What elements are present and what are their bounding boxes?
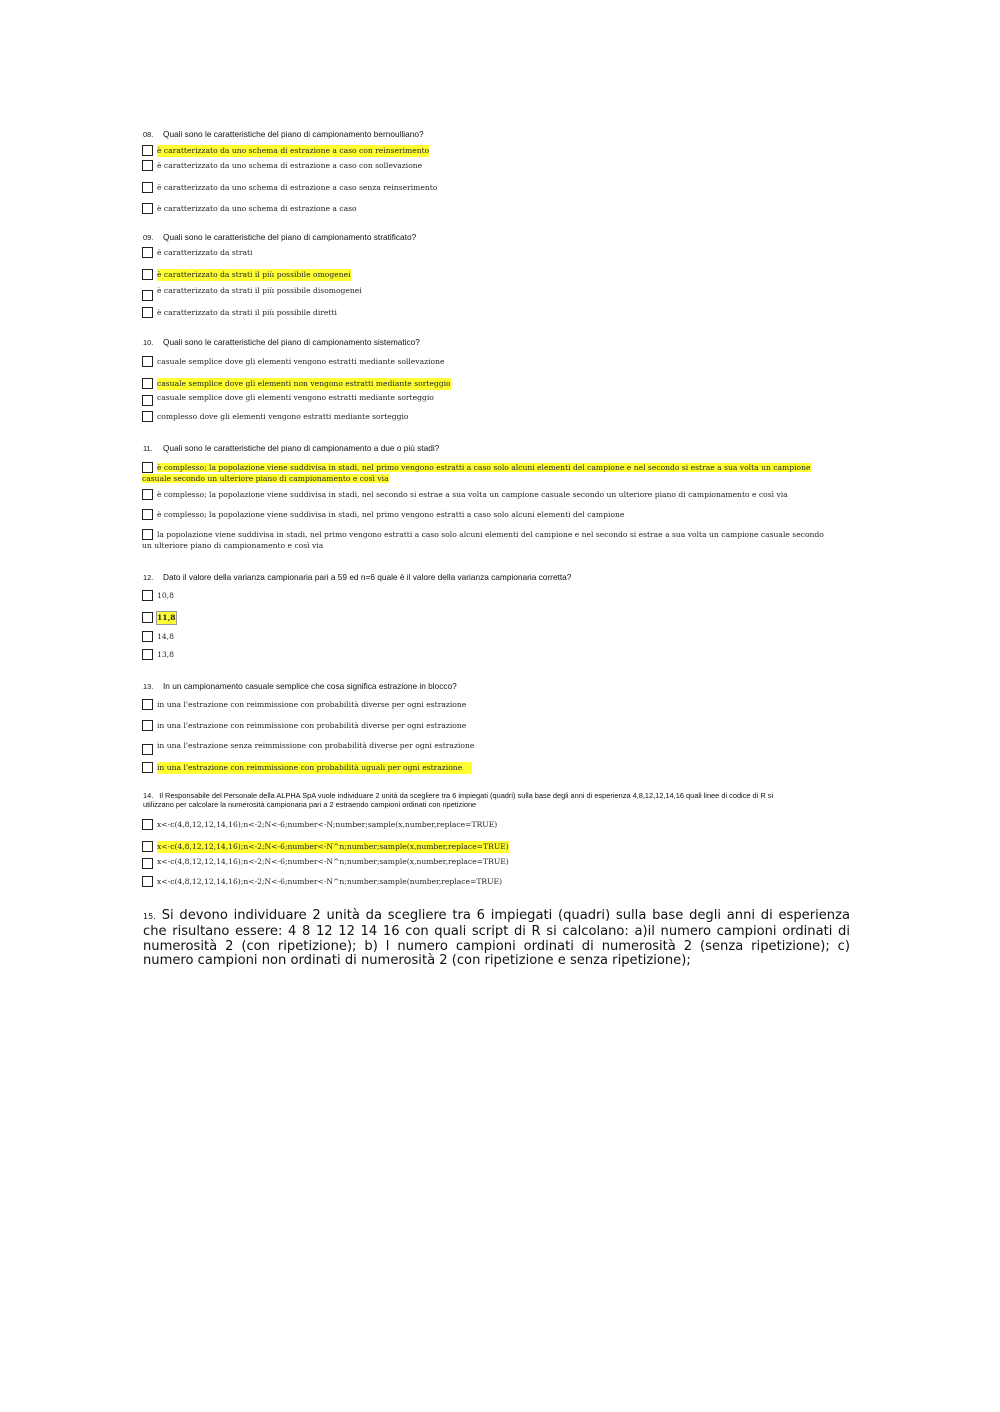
question-12 bbox=[143, 572, 571, 582]
question-text: Quali sono le caratteristiche del piano di campionamento sistematico? bbox=[163, 337, 420, 347]
answer-label-highlighted: casuale semplice dove gli elementi non vengono estratti mediante sorteggio bbox=[157, 379, 451, 388]
checkbox[interactable] bbox=[142, 247, 153, 258]
answer-label: è caratterizzato da strati bbox=[157, 248, 253, 257]
question-09 bbox=[143, 232, 416, 242]
answer-label-highlighted: è complesso; la popolazione viene suddivisa in stadi, nel primo vengono estratti a caso solo alcuni elementi del campione e nel secondo si estrae a sua volta un campione casuale secondo un ulteriore piano di campionamento e così via bbox=[142, 463, 811, 483]
answer-label-highlighted: è caratterizzato da strati il più possibile omogenei bbox=[157, 270, 351, 279]
checkbox[interactable] bbox=[142, 590, 153, 601]
answer-label: è caratterizzato da strati il più possibile diretti bbox=[157, 308, 337, 317]
answer-label: complesso dove gli elementi vengono estratti mediante sorteggio bbox=[157, 412, 409, 421]
checkbox[interactable] bbox=[142, 489, 153, 500]
answer-label: in una l'estrazione con reimmissione con probabilità diverse per ogni estrazione bbox=[157, 721, 467, 730]
answer-label: è caratterizzato da strati il più possibile disomogenei bbox=[157, 286, 362, 295]
question-text: Si devono individuare 2 unità da scegliere tra 6 impiegati (quadri) sulla base degli anni di esperienza che risultano essere: 4 8 12 12 14 16 con quali script di R si calcolano: a)il numero campioni ordinati di numerosità 2 (con ripetizione); b) l numero campioni ordinati di numerosità 2 (senza ripetizione); c) numero campioni non ordinati di numerosità 2 (con ripetizione e senza ripetizione); bbox=[143, 908, 850, 969]
question-number: 11. bbox=[143, 444, 153, 453]
answer-label: la popolazione viene suddivisa in stadi, nel primo vengono estratti a caso solo alcuni elementi del campione e nel secondo si estrae a sua volta un campione casuale secondo un ulteriore piano di campionamento e così via bbox=[142, 530, 824, 550]
answer-label-highlighted: in una l'estrazione con reimmissione con probabilità uguali per ogni estrazione bbox=[157, 762, 472, 774]
answer-label-highlighted: 11,8 bbox=[157, 613, 176, 622]
question-08 bbox=[143, 129, 424, 139]
question-15 bbox=[143, 909, 850, 969]
answer-label-highlighted: è caratterizzato da uno schema di estrazione a caso con reinserimento bbox=[157, 146, 430, 155]
answer-label: è caratterizzato da uno schema di estrazione a caso senza reinserimento bbox=[157, 183, 438, 192]
checkbox[interactable] bbox=[142, 720, 153, 731]
answer-label: 14,8 bbox=[157, 632, 174, 641]
question-text: In un campionamento casuale semplice che cosa significa estrazione in blocco? bbox=[163, 681, 457, 691]
answer-label: è caratterizzato da uno schema di estrazione a caso con sollevazione bbox=[157, 161, 423, 170]
answer-label: è complesso; la popolazione viene suddivisa in stadi, nel primo vengono estratti a caso solo alcuni elementi del campione bbox=[157, 510, 625, 519]
answer-label: x<-c(4,8,12,12,14,16);n<-2;N<-6;number<-N;number;sample(x,number,replace=TRUE) bbox=[157, 820, 498, 829]
checkbox[interactable] bbox=[142, 631, 153, 642]
checkbox[interactable] bbox=[142, 876, 153, 887]
answer-label: casuale semplice dove gli elementi vengono estratti mediante sorteggio bbox=[157, 393, 434, 402]
checkbox[interactable] bbox=[142, 356, 153, 367]
answer-label: casuale semplice dove gli elementi vengono estratti mediante sollevazione bbox=[157, 357, 445, 366]
checkbox[interactable] bbox=[142, 762, 153, 773]
checkbox[interactable] bbox=[142, 160, 153, 171]
checkbox[interactable] bbox=[142, 841, 153, 852]
answer-label: 10,8 bbox=[157, 591, 174, 600]
question-13 bbox=[143, 681, 457, 691]
checkbox[interactable] bbox=[142, 203, 153, 214]
question-text: Quali sono le caratteristiche del piano di campionamento a due o più stadi? bbox=[163, 443, 440, 453]
checkbox[interactable] bbox=[142, 744, 153, 755]
answer-label: 13,8 bbox=[157, 650, 174, 659]
question-number: 08. bbox=[143, 130, 154, 139]
answer-label: x<-c(4,8,12,12,14,16);n<-2;N<-6;number<-N^n;number;sample(x,number,replace=TRUE) bbox=[157, 857, 509, 866]
answer-label: è complesso; la popolazione viene suddivisa in stadi, nel secondo si estrae a sua volta un campione casuale secondo un ulteriore piano di campionamento e così via bbox=[157, 490, 788, 499]
question-number: 14. bbox=[143, 791, 154, 800]
answer-option[interactable] bbox=[142, 462, 832, 486]
checkbox[interactable] bbox=[142, 699, 153, 710]
answer-option[interactable] bbox=[142, 529, 832, 553]
checkbox[interactable] bbox=[142, 290, 153, 301]
question-text: Dato il valore della varianza campionaria pari a 59 ed n=6 quale è il valore della varianza campionaria corretta? bbox=[163, 572, 572, 582]
question-text: Quali sono le caratteristiche del piano di campionamento bernoulliano? bbox=[163, 129, 424, 139]
checkbox[interactable] bbox=[142, 509, 153, 520]
checkbox[interactable] bbox=[142, 378, 153, 389]
question-text: Il Responsabile del Personale della ALPHA SpA vuole individuare 2 unità da scegliere tra 6 impiegati (quadri) sulla base degli anni di esperienza 4,8,12,12,14,16 quali linee di codice di R si utilizzano per calcolare la numerosità campionaria pari a 2 estraendo campioni ordinati con ripetizione bbox=[143, 791, 774, 809]
checkbox[interactable] bbox=[142, 269, 153, 280]
question-14 bbox=[143, 792, 783, 809]
answer-label: è caratterizzato da uno schema di estrazione a caso bbox=[157, 204, 357, 213]
checkbox[interactable] bbox=[142, 612, 153, 623]
question-number: 09. bbox=[143, 233, 154, 242]
question-number: 10. bbox=[143, 338, 154, 347]
answer-label: in una l'estrazione senza reimmissione con probabilità diverse per ogni estrazione bbox=[157, 741, 475, 750]
question-number: 13. bbox=[143, 682, 154, 691]
question-11 bbox=[143, 443, 439, 453]
question-number: 12. bbox=[143, 573, 154, 582]
checkbox[interactable] bbox=[142, 819, 153, 830]
answer-label-highlighted: x<-c(4,8,12,12,14,16);n<-2;N<-6;number<-N^n;number;sample(x,number,replace=TRUE) bbox=[157, 842, 509, 851]
question-text: Quali sono le caratteristiche del piano di campionamento stratificato? bbox=[163, 232, 417, 242]
checkbox[interactable] bbox=[142, 145, 153, 156]
answer-label: x<-c(4,8,12,12,14,16);n<-2;N<-6;number<-N^n;number;sample(number,replace=TRUE) bbox=[157, 877, 503, 886]
checkbox[interactable] bbox=[142, 182, 153, 193]
question-number: 15. bbox=[143, 912, 156, 921]
checkbox[interactable] bbox=[142, 411, 153, 422]
checkbox[interactable] bbox=[142, 858, 153, 869]
question-10 bbox=[143, 337, 420, 347]
answer-label: in una l'estrazione con reimmissione con probabilità diverse per ogni estrazione bbox=[157, 700, 467, 709]
checkbox[interactable] bbox=[142, 649, 153, 660]
checkbox[interactable] bbox=[142, 395, 153, 406]
checkbox[interactable] bbox=[142, 307, 153, 318]
